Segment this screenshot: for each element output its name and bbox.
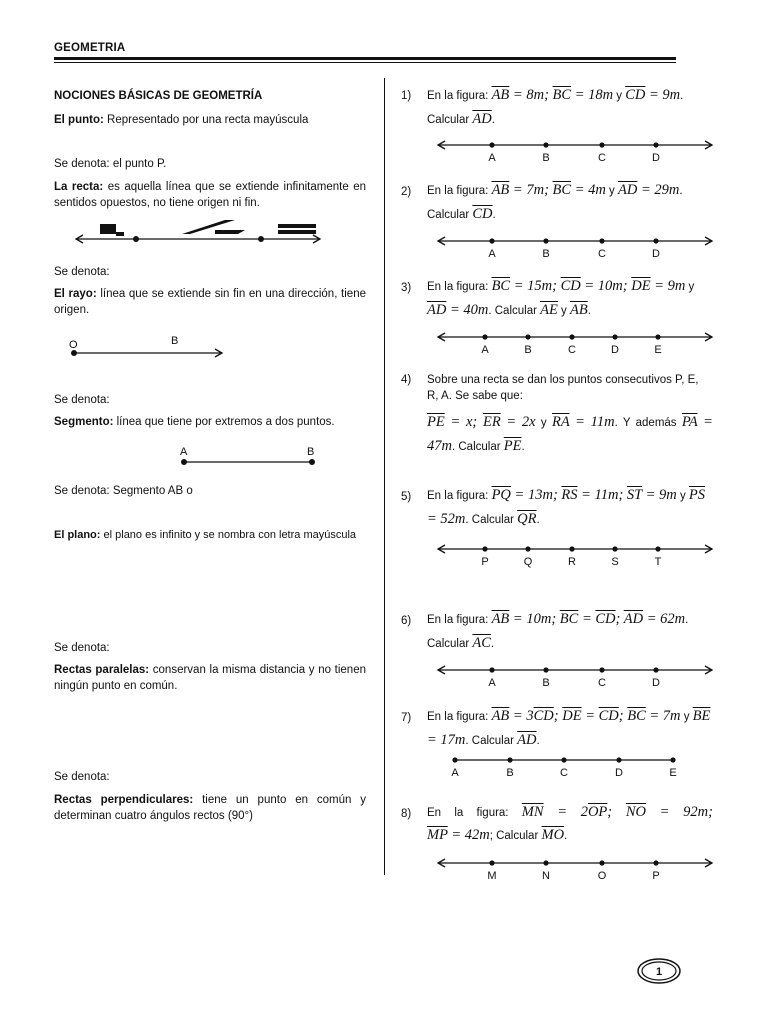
problem-8-text-line2 bbox=[427, 824, 713, 848]
point-label-d: D bbox=[615, 767, 623, 779]
problem-8-text-line1 bbox=[427, 801, 713, 825]
p5-m3: $\overline{ST} = 9m$ bbox=[626, 487, 677, 503]
recta-figure bbox=[70, 218, 330, 248]
p5-t6: ; bbox=[618, 487, 627, 503]
point-a bbox=[489, 667, 494, 672]
point-c bbox=[561, 757, 566, 762]
point-label-b: B bbox=[542, 248, 550, 260]
p6-m1: $\overline{AB} = 10m$ bbox=[491, 611, 552, 627]
p3-m5: $\overline{AE}$ bbox=[540, 302, 558, 318]
problem-1-text bbox=[427, 84, 713, 132]
p3-m3: $\overline{DE} = 9m$ bbox=[631, 278, 686, 294]
point-label-a: A bbox=[488, 677, 496, 689]
problem-3-text bbox=[427, 275, 713, 323]
problem-4-number: 4) bbox=[401, 374, 412, 386]
page-number: 1 bbox=[656, 966, 663, 978]
point-label-p: P bbox=[481, 556, 489, 568]
p6-t12: . bbox=[490, 638, 495, 650]
problem-2-number: 2) bbox=[401, 186, 412, 198]
definition-perpendiculares bbox=[54, 792, 366, 824]
p2-m2: $\overline{BC} = 4m$ bbox=[552, 182, 606, 198]
rayo-figure bbox=[64, 332, 234, 362]
term-perpendiculares: Rectas perpendiculares: bbox=[54, 794, 194, 806]
p2-t3: ; bbox=[544, 182, 553, 198]
p8-m2: $\overline{NO} = 92m$ bbox=[625, 804, 709, 820]
denota-punto: Se denota: el punto P. bbox=[54, 158, 167, 170]
p7-t0: En la figura: bbox=[427, 711, 492, 723]
segmento-label-b: B bbox=[307, 446, 315, 458]
point-label-o: O bbox=[597, 870, 607, 882]
point-label-t: T bbox=[654, 556, 662, 568]
point-label-d: D bbox=[652, 677, 660, 689]
p2-m4: $\overline{CD}$ bbox=[472, 206, 493, 222]
point-e bbox=[670, 757, 675, 762]
problem-1-figure bbox=[430, 137, 720, 167]
problem-2-figure bbox=[430, 233, 720, 263]
p4-m2: $\overline{ER} = 2x$ bbox=[482, 414, 536, 430]
point-p bbox=[482, 546, 487, 551]
point-b bbox=[543, 142, 548, 147]
definition-paralelas bbox=[54, 662, 366, 694]
p3-m1: $\overline{BC} = 15m$ bbox=[491, 278, 553, 294]
point-b bbox=[543, 238, 548, 243]
point-c bbox=[599, 142, 604, 147]
point-label-c: C bbox=[598, 152, 606, 164]
point-label-d: D bbox=[652, 152, 660, 164]
p8-t4: ; bbox=[607, 804, 626, 820]
p3-t0: En la figura: bbox=[427, 281, 492, 293]
p3-t14: y bbox=[557, 305, 570, 317]
point-n bbox=[543, 860, 548, 865]
text-recta: es aquella línea que se extiende infinitamente en sentidos opuestos, no tiene origen ni fin. bbox=[54, 181, 366, 209]
p5-m5: $\overline{QR}$ bbox=[517, 511, 537, 527]
point-label-s: S bbox=[611, 556, 619, 568]
problem-7-figure bbox=[430, 752, 720, 782]
point-a bbox=[489, 238, 494, 243]
point-o bbox=[599, 860, 604, 865]
problem-2-text bbox=[427, 179, 713, 227]
term-paralelas: Rectas paralelas: bbox=[54, 664, 150, 676]
p4-t5: y bbox=[535, 417, 552, 429]
text-plano: el plano es infinito y se nombra con letra mayúscula bbox=[100, 529, 357, 541]
p7-t16: . bbox=[536, 735, 540, 747]
p2-m3: $\overline{AD} = 29m$ bbox=[617, 182, 680, 198]
point-label-b: B bbox=[542, 152, 550, 164]
p7-m2: $\overline{DE} = \overline{CD}$ bbox=[562, 708, 619, 724]
running-header: GEOMETRIA bbox=[54, 42, 126, 54]
text-perpendiculares: tiene un punto en común y determinan cuatro ángulos rectos (90°) bbox=[54, 794, 366, 822]
point-c bbox=[599, 667, 604, 672]
point-e bbox=[655, 334, 660, 339]
point-label-e: E bbox=[669, 767, 677, 779]
p5-t0: En la figura: bbox=[427, 490, 492, 502]
problem-1-number: 1) bbox=[401, 90, 412, 102]
text-paralelas: conservan la misma distancia y no tienen ningún punto en común. bbox=[54, 664, 366, 692]
p3-t12: . Calcular bbox=[488, 305, 541, 317]
point-label-a: A bbox=[488, 152, 496, 164]
point-label-b: B bbox=[506, 767, 514, 779]
section-heading: NOCIONES BÁSICAS DE GEOMETRÍA bbox=[54, 90, 263, 102]
denota-paralelas: Se denota: bbox=[54, 771, 110, 783]
p5-t9: y bbox=[676, 490, 689, 502]
p8-t7: ; bbox=[708, 804, 713, 820]
p3-m6: $\overline{AB}$ bbox=[570, 302, 588, 318]
column-divider bbox=[384, 78, 385, 875]
point-label-c: C bbox=[598, 248, 606, 260]
p8-t10: ; Calcular bbox=[489, 830, 542, 842]
page-number-badge bbox=[636, 957, 682, 985]
p1-t3: ; bbox=[544, 87, 553, 103]
p2-t6: y bbox=[605, 185, 618, 197]
p1-t6: y bbox=[613, 90, 626, 102]
point-d bbox=[612, 334, 617, 339]
p6-m2: $\overline{BC} = \overline{CD}$ bbox=[559, 611, 616, 627]
p1-m4: $\overline{AD}$ bbox=[472, 111, 492, 127]
p5-m1: $\overline{PQ} = 13m$ bbox=[491, 487, 553, 503]
p7-t11: y bbox=[680, 711, 693, 723]
p7-t4: ; bbox=[553, 708, 563, 724]
term-rayo: El rayo: bbox=[54, 288, 97, 300]
p1-m1: $\overline{AB} = 8m$ bbox=[491, 87, 545, 103]
point-label-b: B bbox=[542, 677, 550, 689]
p5-m4: $\overline{PS} = 52m$ bbox=[427, 487, 705, 527]
p2-t9: . Calcular bbox=[427, 185, 683, 221]
denota-recta: Se denota: bbox=[54, 266, 110, 278]
problem-5-figure bbox=[430, 541, 720, 571]
point-label-m: M bbox=[487, 870, 497, 882]
p8-m1: $\overline{MN} = 2\overline{OP}$ bbox=[521, 804, 608, 820]
definition-recta bbox=[54, 179, 366, 211]
point-label-b: B bbox=[524, 344, 532, 356]
point-b bbox=[525, 334, 530, 339]
p5-t3: ; bbox=[552, 487, 562, 503]
p7-t8: ; bbox=[618, 708, 628, 724]
segmento-label-a: A bbox=[180, 446, 188, 458]
p7-m3: $\overline{BC} = 7m$ bbox=[627, 708, 681, 724]
denota-plano: Se denota: bbox=[54, 642, 110, 654]
header-rule-thick bbox=[54, 57, 676, 60]
p4-m1: $\overline{PE} = x$ bbox=[427, 414, 473, 430]
p8-m4: $\overline{MO}$ bbox=[541, 827, 565, 843]
denota-rayo: Se denota: bbox=[54, 394, 110, 406]
problem-3-number: 3) bbox=[401, 282, 412, 294]
problem-3-figure bbox=[430, 329, 720, 359]
p2-m1: $\overline{AB} = 7m$ bbox=[491, 182, 545, 198]
definition-segmento bbox=[54, 414, 366, 430]
point-a bbox=[482, 334, 487, 339]
p1-m3: $\overline{CD} = 9m$ bbox=[625, 87, 681, 103]
p6-t7: ; bbox=[615, 611, 624, 627]
point-label-n: N bbox=[542, 870, 550, 882]
p4-t11: . Calcular bbox=[451, 441, 504, 453]
point-b bbox=[507, 757, 512, 762]
definition-plano bbox=[54, 527, 366, 543]
p7-m4: $\overline{BE} = 17m$ bbox=[427, 708, 711, 748]
problem-7-text bbox=[427, 705, 713, 753]
point-a bbox=[452, 757, 457, 762]
rayo-label-b: B bbox=[171, 335, 179, 347]
problem-6-text bbox=[427, 608, 713, 656]
text-rayo: línea que se extiende sin fin en una dirección, tiene origen. bbox=[54, 288, 366, 316]
problem-7-number: 7) bbox=[401, 712, 412, 724]
p5-t12: . Calcular bbox=[465, 514, 518, 526]
p5-m2: $\overline{RS} = 11m$ bbox=[561, 487, 619, 503]
point-label-d: D bbox=[611, 344, 619, 356]
point-label-c: C bbox=[568, 344, 576, 356]
p8-t0: En la figura: bbox=[427, 807, 522, 819]
point-m bbox=[489, 860, 494, 865]
p7-t14: . Calcular bbox=[465, 735, 518, 747]
problem-8-number: 8) bbox=[401, 808, 412, 820]
term-recta: La recta: bbox=[54, 181, 104, 193]
p6-t10: . Calcular bbox=[427, 614, 689, 650]
p4-t2: ; bbox=[472, 414, 483, 430]
p1-m2: $\overline{BC} = 18m$ bbox=[552, 87, 614, 103]
term-punto: El punto: bbox=[54, 114, 104, 126]
point-label-a: A bbox=[481, 344, 489, 356]
definition-rayo bbox=[54, 286, 366, 318]
point-c bbox=[599, 238, 604, 243]
rayo-label-o: O bbox=[69, 339, 78, 351]
point-label-d: D bbox=[652, 248, 660, 260]
problem-6-number: 6) bbox=[401, 615, 412, 627]
point-r bbox=[569, 546, 574, 551]
p4-m4: $\overline{PA} = 47m$ bbox=[427, 414, 713, 454]
point-label-p: P bbox=[652, 870, 660, 882]
point-d bbox=[653, 667, 658, 672]
term-plano: El plano: bbox=[54, 529, 101, 541]
p4-m3: $\overline{RA} = 11m$ bbox=[551, 414, 615, 430]
point-t bbox=[655, 546, 660, 551]
segmento-figure bbox=[176, 444, 326, 469]
p6-m3: $\overline{AD} = 62m$ bbox=[623, 611, 686, 627]
problem-8-figure bbox=[430, 855, 720, 885]
point-label-a: A bbox=[451, 767, 459, 779]
p3-t6: ; bbox=[622, 278, 632, 294]
definition-punto bbox=[54, 112, 366, 128]
term-segmento: Segmento: bbox=[54, 416, 114, 428]
point-label-c: C bbox=[560, 767, 568, 779]
point-label-e: E bbox=[654, 344, 662, 356]
p6-t3: ; bbox=[551, 611, 560, 627]
p1-t9: . Calcular bbox=[427, 90, 684, 126]
p8-t12: . bbox=[564, 830, 568, 842]
p4-t13: . bbox=[521, 441, 525, 453]
point-s bbox=[612, 546, 617, 551]
text-punto: Representado por una recta mayúscula bbox=[103, 114, 309, 126]
point-p bbox=[653, 860, 658, 865]
p7-m5: $\overline{AD}$ bbox=[517, 732, 537, 748]
p3-t3: ; bbox=[552, 278, 561, 294]
p1-t0: En la figura: bbox=[427, 90, 492, 102]
problem-5-text bbox=[427, 484, 713, 532]
p6-m4: $\overline{AC}$ bbox=[472, 635, 491, 651]
p4-m5: $\overline{PE}$ bbox=[503, 438, 522, 454]
point-q bbox=[525, 546, 530, 551]
p7-m1: $\overline{AB} = 3\overline{CD}$ bbox=[491, 708, 554, 724]
point-d bbox=[653, 238, 658, 243]
point-label-r: R bbox=[568, 556, 576, 568]
point-b bbox=[543, 667, 548, 672]
p4-t8: . Y además bbox=[614, 417, 682, 429]
p8-m3: $\overline{MP} = 42m$ bbox=[427, 827, 490, 843]
point-label-c: C bbox=[598, 677, 606, 689]
denota-segmento: Se denota: Segmento AB o bbox=[54, 485, 193, 497]
p3-m4: $\overline{AD} = 40m$ bbox=[427, 302, 489, 318]
problem-4-intro: Sobre una recta se dan los puntos consecutivos P, E, R, A. Se sabe que: bbox=[427, 374, 699, 402]
point-label-q: Q bbox=[523, 556, 533, 568]
p6-t0: En la figura: bbox=[427, 614, 492, 626]
header-rule-thin bbox=[54, 62, 676, 63]
p3-t16: . bbox=[587, 305, 591, 317]
p5-t14: . bbox=[536, 514, 540, 526]
p2-t0: En la figura: bbox=[427, 185, 492, 197]
point-c bbox=[569, 334, 574, 339]
problem-6-figure bbox=[430, 662, 720, 692]
p1-t11: . bbox=[491, 114, 495, 126]
p3-m2: $\overline{CD} = 10m$ bbox=[560, 278, 623, 294]
point-label-a: A bbox=[488, 248, 496, 260]
point-d bbox=[616, 757, 621, 762]
p3-t9: y bbox=[685, 281, 695, 293]
p2-t11: . bbox=[492, 209, 496, 221]
problem-5-number: 5) bbox=[401, 491, 412, 503]
text-segmento: línea que tiene por extremos a dos puntos. bbox=[113, 416, 335, 428]
point-d bbox=[653, 142, 658, 147]
point-a bbox=[489, 142, 494, 147]
problem-4-text bbox=[427, 411, 713, 459]
